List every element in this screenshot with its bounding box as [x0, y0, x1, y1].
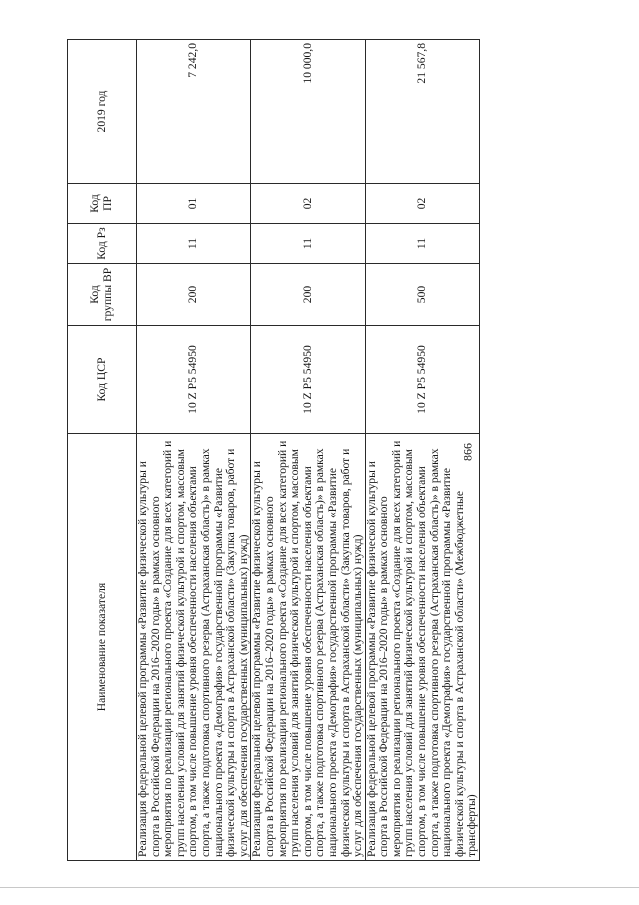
row-indicator-name: Реализация федеральной целевой программы «Развитие физической культуры и спорта в Российской Федерации на 2016–2020 годы» в рамках основного мероприятия по реализации регионального проекта «Создание для всех категорий и групп населения условий для занятий физической культурой и спортом, массовым спортом, в том числе повышение уровня обеспеченности населения объектами спорта, а также подготовка спортивного резерва (Астраханская область)» в рамках национального проекта «Демография» государственной программы «Развитие физической культуры и спорта в Астраханской области» (Закупка товаров, работ и услуг для обеспечения государственных (муниципальных) нужд) [137, 434, 251, 861]
row-kcsr: 10 Z P5 54950 [251, 326, 365, 434]
row-indicator-name: Реализация федеральной целевой программы «Развитие физической культуры и спорта в Российской Федерации на 2016–2020 годы» в рамках основного мероприятия по реализации регионального проекта «Создание для всех категорий и групп населения условий для занятий физической культурой и спортом, массовым спортом, в том числе повышение уровня обеспеченности населения объектами спорта, а также подготовка спортивного резерва (Астраханская область)» в рамках национального проекта «Демография» государственной программы «Развитие физической культуры и спорта в Астраханской области» (Межбюджетные трансферты) [365, 434, 479, 861]
header-rz: Код Рз [68, 224, 137, 264]
header-year-2019: 2019 год [68, 40, 137, 184]
row-pr: 02 [365, 184, 479, 224]
table-row [365, 40, 479, 861]
table-row [137, 40, 251, 861]
row-kcsr: 10 Z P5 54950 [365, 326, 479, 434]
row-amount-2019: 7 242,0 [137, 40, 251, 184]
row-rz: 11 [365, 224, 479, 264]
header-kvr: Код группы ВР [68, 264, 137, 326]
row-kcsr: 10 Z P5 54950 [137, 326, 251, 434]
row-kvr: 500 [365, 264, 479, 326]
table-header-row [68, 40, 137, 861]
row-pr: 02 [251, 184, 365, 224]
row-rz: 11 [137, 224, 251, 264]
header-kcsr: Код ЦСР [68, 326, 137, 434]
row-pr: 01 [137, 184, 251, 224]
row-kvr: 200 [251, 264, 365, 326]
header-indicator-name: Наименование показателя [68, 434, 137, 861]
header-pr: Код ПР [68, 184, 137, 224]
row-kvr: 200 [137, 264, 251, 326]
budget-table [67, 39, 480, 861]
scan-bottom-edge [0, 887, 639, 888]
row-amount-2019: 21 567,8 [365, 40, 479, 184]
page-number: 866 [460, 443, 475, 461]
table-row [251, 40, 365, 861]
row-rz: 11 [251, 224, 365, 264]
row-indicator-name: Реализация федеральной целевой программы «Развитие физической культуры и спорта в Российской Федерации на 2016–2020 годы» в рамках основного мероприятия по реализации регионального проекта «Создание для всех категорий и групп населения условий для занятий физической культурой и спортом, массовым спортом, в том числе повышение уровня обеспеченности населения объектами спорта, а также подготовка спортивного резерва (Астраханская область)» в рамках национального проекта «Демография» государственной программы «Развитие физической культуры и спорта в Астраханской области» (Закупка товаров, работ и услуг для обеспечения государственных (муниципальных) нужд) [251, 434, 365, 861]
row-amount-2019: 10 000,0 [251, 40, 365, 184]
